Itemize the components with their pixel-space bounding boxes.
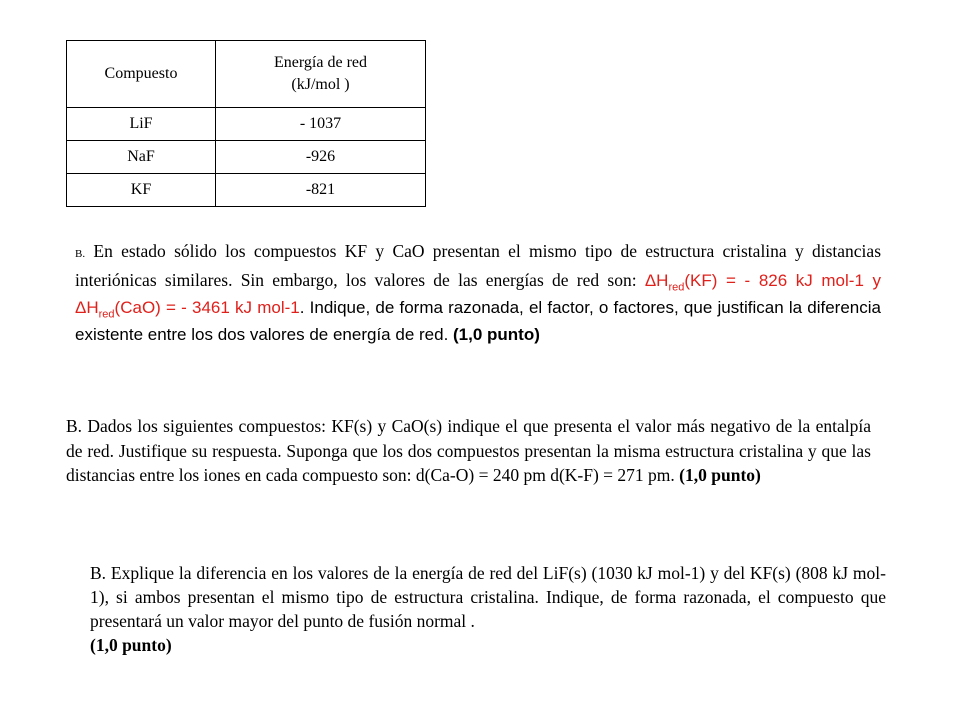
dh-cao-subscript: red [98, 308, 115, 321]
dh-cao-value: (CaO) = - 3461 kJ mol-1 [114, 298, 300, 317]
question-1-label: B. [75, 248, 86, 260]
dh-cao-symbol: ΔH [75, 298, 99, 317]
header-energy [216, 41, 426, 108]
question-3-text: B. Explique la diferencia en los valores de la energía de red del LiF(s) (1030 kJ mol-1) y del KF(s) (808 kJ mol-1), si ambos presentan el mismo tipo de estructura cristalina. Indique, de forma razonada, el compuesto que presentará un valor mayor del punto de fusión normal . [90, 563, 886, 631]
table-row [67, 174, 426, 207]
cell-compound: KF [67, 174, 216, 207]
question-3 [90, 561, 886, 657]
header-compound: Compuesto [67, 41, 216, 108]
question-2 [66, 414, 871, 488]
dh-kf-subscript: red [668, 281, 685, 294]
cell-energy: -821 [216, 174, 426, 207]
cell-energy: -926 [216, 141, 426, 174]
dh-kf-value: (KF) = - 826 kJ mol-1 y [684, 271, 881, 290]
question-1-intro: En estado sólido los compuestos KF y CaO presentan el mismo tipo de estructura cristalina y distancias interiónicas similares. Sin embargo, los valores de las energías de red son: [75, 241, 881, 290]
question-1-continuation: . Indique, de forma razonada, el factor, o factores, que justifican la diferencia existente entre los dos valores de energía de red. [75, 298, 881, 344]
cell-compound: LiF [67, 108, 216, 141]
lattice-energy-table [66, 40, 426, 207]
header-energy-line1: Energía de red [274, 54, 367, 71]
question-3-points: (1,0 punto) [90, 635, 172, 655]
cell-energy: - 1037 [216, 108, 426, 141]
question-1 [75, 238, 881, 348]
table-row [67, 141, 426, 174]
question-2-text: B. Dados los siguientes compuestos: KF(s) y CaO(s) indique el que presenta el valor más negativo de la entalpía de red. Justifique su respuesta. Suponga que los dos compuestos presentan la misma estructura cristalina y que las distancias entre los iones en cada compuesto son: d(Ca-O) = 240 pm d(K-F) = 271 pm. [66, 416, 871, 485]
table-header-row [67, 41, 426, 108]
header-energy-line2: (kJ/mol ) [291, 76, 350, 93]
question-2-points: (1,0 punto) [679, 465, 761, 485]
dh-kf-symbol: ΔH [644, 271, 669, 290]
cell-compound: NaF [67, 141, 216, 174]
table-row [67, 108, 426, 141]
question-1-points: (1,0 punto) [453, 325, 540, 344]
